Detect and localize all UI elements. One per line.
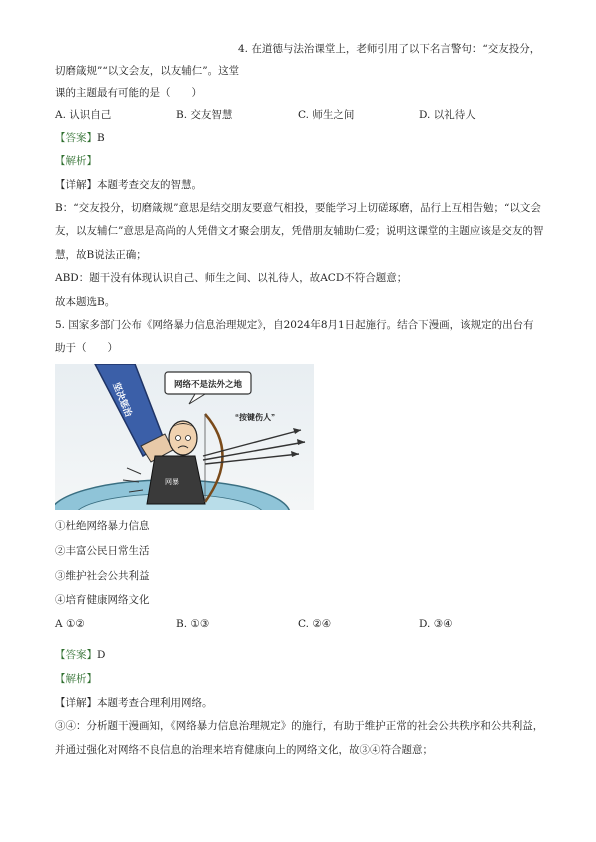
cyber-violence-cartoon: [55, 364, 314, 510]
q5-detail-line-1: 【详解】本题考查合理利用网络。: [55, 697, 213, 709]
q5-item-2: ②丰富公民日常生活: [55, 545, 150, 557]
q4-stem-line-3: 课的主题最有可能的是（ ）: [55, 87, 202, 99]
eye-right: [186, 436, 191, 441]
q5-stem-line-1: 5. 国家多部门公布《网络暴力信息治理规定》，自2024年8月1日起施行。结合下漫画，该规定的出台有: [55, 319, 534, 331]
q4-option-b[interactable]: B. 交友智慧: [176, 109, 233, 121]
q5-item-4: ④培育健康网络文化: [55, 594, 150, 606]
body-label: 网暴: [165, 479, 179, 486]
q4-answer: 【答案】B: [55, 132, 105, 144]
speech-bubble-text: 网络不是法外之地: [173, 379, 243, 389]
arrows-label: “按键伤人”: [235, 413, 275, 422]
cartoon-svg: [55, 364, 314, 510]
eye-left: [176, 436, 181, 441]
q4-detail-line-5: ABD：题干没有体现认识自己、师生之间、以礼待人，故ACD不符合题意；: [55, 272, 408, 284]
q5-answer: 【答案】D: [55, 649, 106, 661]
q5-detail-line-2: ③④：分析题干漫画知，《网络暴力信息治理规定》的施行，有助于维护正常的社会公共秩序和公共利益，: [55, 720, 544, 732]
q5-item-3: ③维护社会公共利益: [55, 570, 150, 582]
q4-detail-line-4: 慧，故B说法正确；: [55, 249, 147, 261]
q4-detail-line-2: B：“交友投分，切磨箴规”意思是结交朋友要意气相投，要能学习上切磋琢磨，品行上互相告勉；“以文会: [55, 202, 541, 214]
q5-detail-line-3: 并通过强化对网络不良信息的治理来培育健康向上的网络文化，故③④符合题意；: [55, 744, 433, 756]
q5-option-c[interactable]: C. ②④: [298, 618, 332, 630]
q4-detail-line-3: 友，以友辅仁”意思是高尚的人凭借文才聚会朋友，凭借朋友辅助仁爱；说明这课堂的主题应该是交友的智: [55, 225, 544, 237]
q5-stem-line-2: 助于（ ）: [55, 342, 118, 354]
q5-option-b[interactable]: B. ①③: [176, 618, 210, 630]
q4-option-d[interactable]: D. 以礼待人: [419, 109, 476, 121]
person-head: [169, 421, 197, 455]
q5-option-d[interactable]: D. ③④: [419, 618, 453, 630]
q4-option-c[interactable]: C. 师生之间: [298, 109, 355, 121]
q5-item-1: ①杜绝网络暴力信息: [55, 520, 150, 532]
q4-option-a[interactable]: A. 认识自己: [55, 109, 112, 121]
sleeve-text: 坚决惩治: [111, 381, 134, 419]
q4-detail-line-6: 故本题选B。: [55, 296, 116, 308]
q4-detail-line-1: 【详解】本题考查交友的智慧。: [55, 179, 202, 191]
q5-option-a[interactable]: A ①②: [55, 618, 85, 630]
q5-analysis-tag: 【解析】: [55, 673, 97, 685]
q4-analysis-tag: 【解析】: [55, 155, 97, 167]
q4-stem-line-1: 4. 在道德与法治课堂上，老师引用了以下名言警句：“交友投分，: [238, 43, 541, 55]
q4-stem-line-2: 切磨箴规”“以文会友，以友辅仁”。这堂: [55, 65, 240, 77]
